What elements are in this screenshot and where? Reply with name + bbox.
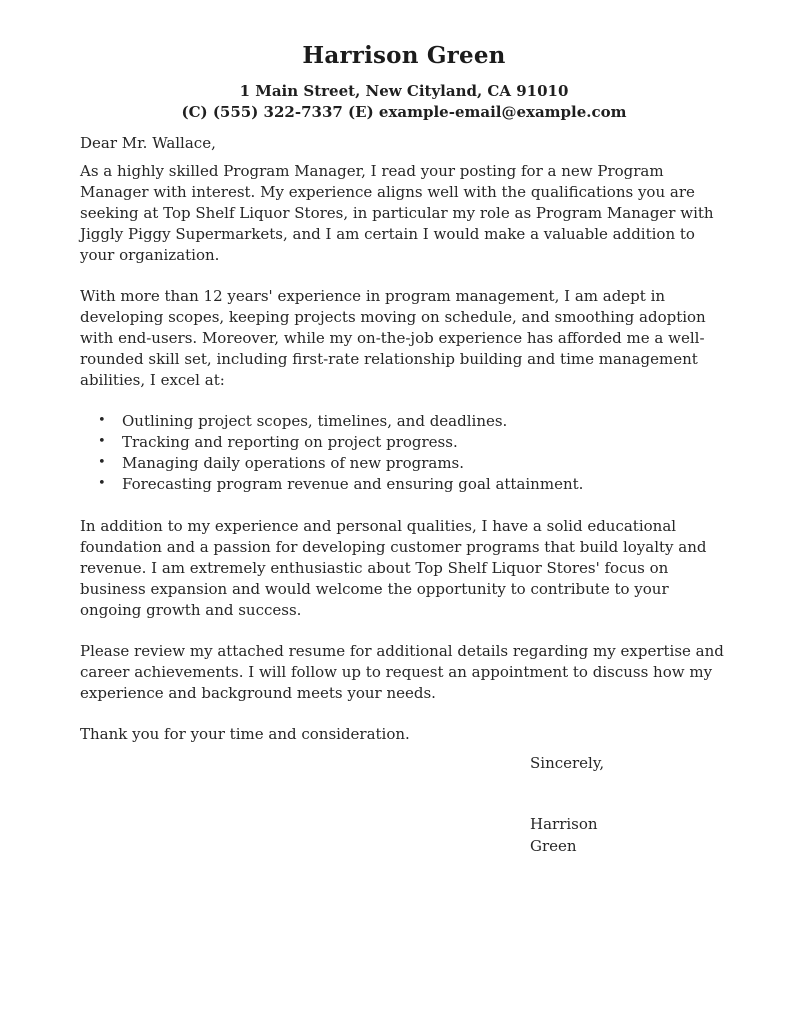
bullet-icon: •	[98, 434, 106, 449]
list-item-managing	[80, 453, 728, 474]
paragraph-resume: Please review my attached resume for additional details regarding my expertise and career achievements. I will follow up to request an appointment to discuss how my experience and background meets your needs.	[80, 642, 724, 702]
applicant-contact: (C) (555) 322-7337 (E) example-email@example.com	[181, 103, 627, 121]
paragraph-education: In addition to my experience and personal qualities, I have a solid educational foundation and a passion for developing customer programs that build loyalty and revenue. I am extremely enthusiastic about Top Shelf Liquor Stores' focus on business expansion and would welcome the opportunity to contribute to your ongoing growth and success.	[80, 517, 707, 619]
bullet-icon: •	[98, 455, 106, 470]
salutation: Dear Mr. Wallace,	[80, 134, 216, 152]
list-item-tracking	[80, 432, 728, 453]
signature-last-name: Green	[530, 837, 577, 855]
letter-header	[80, 42, 728, 123]
letter-body	[80, 133, 728, 857]
closing-block	[530, 753, 728, 857]
list-item-text: Tracking and reporting on project progress.	[122, 433, 458, 451]
list-item-text: Outlining project scopes, timelines, and deadlines.	[122, 412, 508, 430]
list-item-scopes	[80, 411, 728, 432]
bullet-icon: •	[98, 413, 106, 428]
signature-first-name: Harrison	[530, 815, 598, 833]
paragraph-intro: As a highly skilled Program Manager, I read your posting for a new Program Manager with interest. My experience aligns well with the qualifications you are seeking at Top Shelf Liquor Stores, in particular my role as Program Manager with Jiggly Piggy Supermarkets, and I am certain I would make a valuable addition to your organization.	[80, 162, 714, 264]
closing-valediction: Sincerely,	[530, 754, 605, 772]
bullet-icon: •	[98, 476, 106, 491]
list-item-text: Forecasting program revenue and ensuring goal attainment.	[122, 475, 584, 493]
paragraph-thanks: Thank you for your time and consideration.	[80, 725, 410, 743]
paragraph-experience: With more than 12 years' experience in program management, I am adept in developing scopes, keeping projects moving on schedule, and smoothing adoption with end-users. Moreover, while my on-the-job experience has afforded me a well-rounded skill set, including first-rate relationship building and time management abilities, I excel at:	[80, 287, 706, 389]
applicant-name: Harrison Green	[302, 42, 506, 69]
list-item-forecasting	[80, 474, 728, 495]
signature-name	[530, 813, 728, 857]
list-item-text: Managing daily operations of new programs.	[122, 454, 465, 472]
applicant-address: 1 Main Street, New Cityland, CA 91010	[239, 82, 569, 100]
skills-list	[80, 411, 728, 495]
